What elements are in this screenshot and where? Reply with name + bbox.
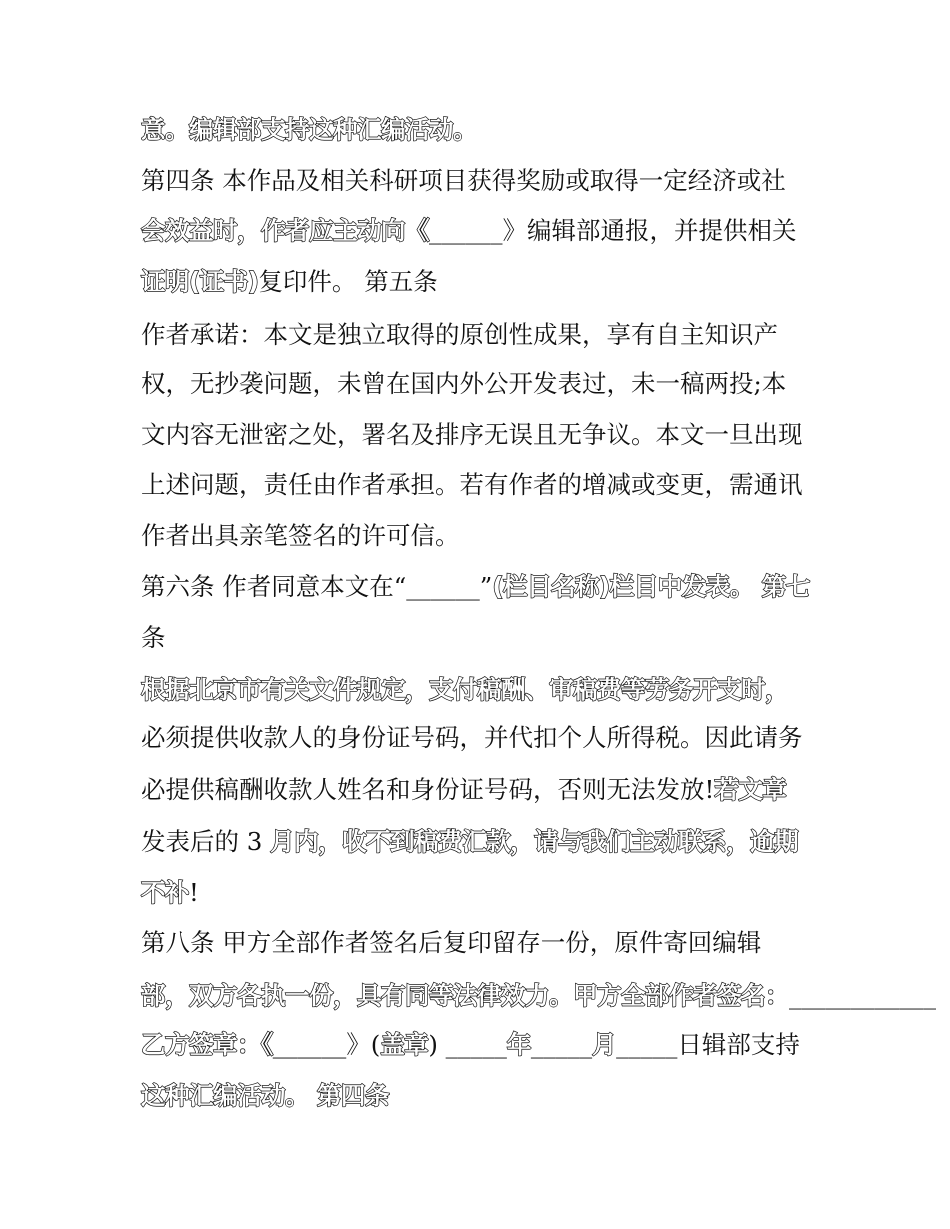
- outlined-text-segment: 若文章: [714, 775, 787, 804]
- text-line: [141, 320, 778, 350]
- outlined-text-segment: 年: [506, 1030, 531, 1059]
- text-segment: 条: [141, 623, 166, 652]
- text-line: [141, 1030, 800, 1060]
- text-segment: 必提供稿酬收款人姓名和身份证号码，否则无法发放!: [141, 775, 715, 804]
- outlined-text-segment: 月: [592, 1030, 617, 1059]
- text-line: [141, 928, 761, 958]
- text-segment: 第六条 作者同意本文在“______”: [141, 572, 493, 601]
- text-line: [141, 981, 936, 1011]
- text-line: [141, 267, 438, 297]
- outlined-text-segment: 这种汇编活动。 第四条: [141, 1081, 390, 1110]
- text-line: [141, 572, 810, 602]
- text-line: [141, 623, 166, 653]
- text-segment: ______》编辑部通报，并提供相关: [429, 216, 797, 245]
- text-segment: 作者承诺：本文是独立取得的原创性成果，享有自主知识产: [141, 320, 778, 349]
- text-segment: 发表后的 3: [141, 827, 271, 856]
- text-segment: 第四条 本作品及相关科研项目获得奖励或取得一定经济或社: [141, 166, 786, 195]
- text-line: [141, 216, 797, 246]
- text-segment: 作者出具亲笔签名的许可信。: [141, 521, 460, 550]
- text-segment: ____________: [789, 981, 936, 1010]
- text-line: [141, 166, 786, 196]
- outlined-text-segment: 意。编辑部支持这种汇编活动。: [141, 115, 477, 144]
- outlined-text-segment: 不补: [141, 878, 189, 907]
- outlined-text-segment: 部，双方各执一份，具有同等法律效力。甲方全部作者签名：: [141, 981, 789, 1010]
- text-segment: 文内容无泄密之处，署名及排序无误且无争议。本文一旦出现: [141, 420, 803, 449]
- text-line: [141, 878, 199, 908]
- text-line: [141, 470, 803, 500]
- text-line: [141, 1081, 389, 1111]
- outlined-text-segment: 证明(证书): [141, 267, 259, 296]
- text-line: [141, 115, 477, 145]
- text-line: [141, 827, 798, 857]
- text-segment: 上述问题，责任由作者承担。若有作者的增减或变更，需通讯: [141, 470, 803, 499]
- text-segment: _____: [530, 1030, 593, 1059]
- text-segment: 第八条 甲方全部作者签名后复印留存一份，原件寄回编辑: [141, 928, 762, 957]
- text-segment: ______》(: [272, 1030, 381, 1059]
- outlined-text-segment: 乙方签章：《: [141, 1030, 273, 1059]
- text-line: [141, 420, 803, 450]
- text-segment: ) _____: [428, 1030, 507, 1059]
- outlined-text-segment: 月内，收不到稿费汇款，请与我们主动联系，逾期: [270, 827, 799, 856]
- text-segment: 必须提供收款人的身份证号码，并代扣个人所得税。因此请务: [141, 723, 803, 752]
- outlined-text-segment: 根据北京市有关文件规定，支付稿酬、审稿费等劳务开支时，: [141, 675, 789, 704]
- text-line: [141, 723, 803, 753]
- text-line: [141, 521, 460, 551]
- text-segment: _____日辑部支持: [616, 1030, 800, 1059]
- text-line: [141, 775, 786, 805]
- outlined-text-segment: 盖章: [380, 1030, 429, 1059]
- text-segment: 复印件。 第五条: [258, 267, 438, 296]
- text-segment: !: [189, 878, 199, 907]
- text-line: [141, 675, 789, 705]
- text-segment: 权，无抄袭问题，未曾在国内外公开发表过，未一稿两投;本: [141, 369, 787, 398]
- outlined-text-segment: 会效益时，作者应主动向《: [141, 216, 429, 245]
- text-line: [141, 369, 786, 399]
- outlined-text-segment: (栏目名称)栏目中发表。 第七: [492, 572, 810, 601]
